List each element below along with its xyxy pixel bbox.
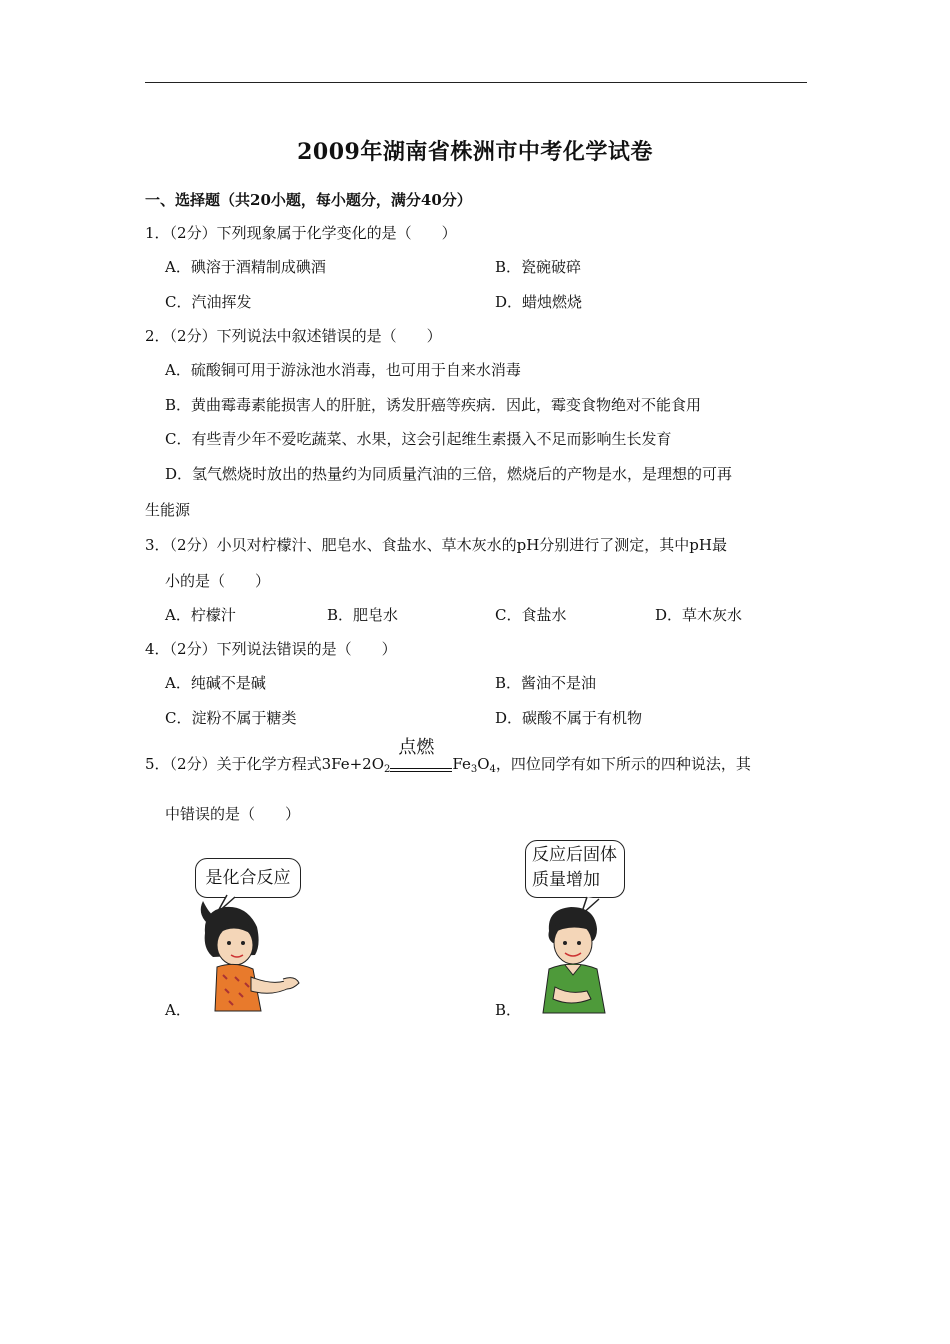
q3-option-c: C．食盐水 (495, 606, 567, 624)
speech-bubble-b-line1: 反应后固体 (532, 845, 617, 865)
girl-figure-illustration (195, 893, 305, 1018)
q2-option-b: B．黄曲霉毒素能损害人的肝脏，诱发肝癌等疾病．因此，霉变食物绝对不能食用 (165, 396, 702, 414)
header-rule (145, 82, 807, 83)
exam-title: 2009年湖南省株洲市中考化学试卷 (297, 139, 653, 165)
q2-option-a: A．硫酸铜可用于游泳池水消毒，也可用于自来水消毒 (165, 361, 521, 379)
speech-bubble-b (525, 840, 625, 898)
q2-option-d: D．氢气燃烧时放出的热量约为同质量汽油的三倍，燃烧后的产物是水，是理想的可再 (165, 465, 733, 483)
q5-option-a-label: A． (165, 1001, 191, 1019)
q4-option-b: B．酱油不是油 (495, 674, 597, 692)
q3-stem-continued: 小的是（ ） (165, 572, 271, 590)
q5-fe-subscript: 3 (470, 764, 478, 775)
q3-option-a: A．柠檬汁 (165, 606, 236, 624)
q5-product-fe: Fe (452, 755, 471, 773)
q4-option-c: C．淀粉不属于糖类 (165, 709, 297, 727)
q5-stem (145, 737, 751, 780)
q2-option-d-continued: 生能源 (145, 501, 191, 519)
q4-stem: 4．（2分）下列说法错误的是（ ） (145, 640, 397, 658)
reaction-arrow (390, 737, 452, 780)
q5-product-o: O (477, 755, 490, 773)
q5-o-subscript: 4 (489, 764, 496, 775)
q1-option-b: B．瓷碗破碎 (495, 258, 582, 276)
speech-bubble-a (195, 858, 301, 898)
q5-stem-suffix: ，四位同学有如下所示的四种说法，其 (495, 755, 751, 773)
q1-option-a: A．碘溶于酒精制成碘酒 (165, 258, 326, 276)
q5-stem-prefix: 5．（2分）关于化学方程式3Fe+2O (145, 755, 385, 773)
reaction-condition: 点燃 (398, 737, 435, 758)
q3-option-d: D．草木灰水 (655, 606, 743, 624)
q4-option-d: D．碳酸不属于有机物 (495, 709, 643, 727)
q1-option-c: C．汽油挥发 (165, 293, 252, 311)
q1-stem: 1．（2分）下列现象属于化学变化的是（ ） (145, 224, 457, 242)
q3-stem: 3．（2分）小贝对柠檬汁、肥皂水、食盐水、草木灰水的pH分别进行了测定，其中pH最 (145, 536, 727, 554)
q4-option-a: A．纯碱不是碱 (165, 674, 266, 692)
boy-figure-illustration (535, 895, 625, 1020)
q5-o2-subscript: 2 (384, 764, 391, 775)
section-heading: 一、选择题（共20小题，每小题分，满分40分） (145, 191, 472, 209)
q5-stem-continued: 中错误的是（ ） (165, 805, 301, 823)
speech-bubble-b-line2: 质量增加 (532, 870, 600, 890)
q1-option-d: D．蜡烛燃烧 (495, 293, 583, 311)
q5-option-b-label: B． (495, 1001, 522, 1019)
q3-option-b: B．肥皂水 (327, 606, 399, 624)
q2-option-c: C．有些青少年不爱吃蔬菜、水果，这会引起维生素摄入不足而影响生长发育 (165, 430, 672, 448)
speech-bubble-a-text: 是化合反应 (205, 868, 291, 888)
q2-stem: 2．（2分）下列说法中叙述错误的是（ ） (145, 327, 442, 345)
